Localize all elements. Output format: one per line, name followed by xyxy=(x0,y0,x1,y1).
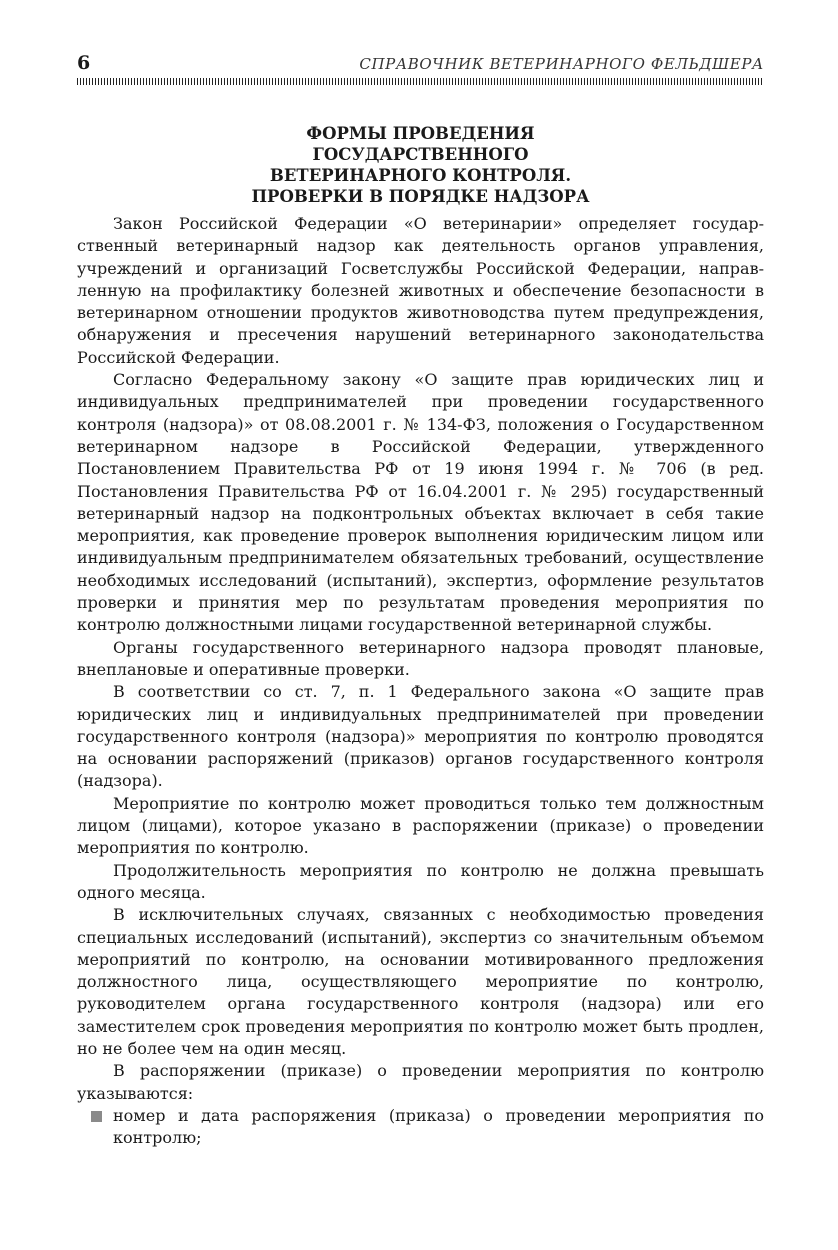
section-title-line: ФОРМЫ ПРОВЕДЕНИЯ xyxy=(306,124,535,143)
paragraph: Согласно Федеральному закону «О защите прав юридических лиц и индивидуальных предпринимателей при проведении государственного контроля (надзора)» от 08.08.2001 г. № 134-ФЗ, положения о Государственном ветеринарном надзоре в Российской Федерации, утвержденного Постановлением Правительства РФ от 19 июня 1994 г. № 706 (в ред. Постановления Правительства РФ от 16.04.2001 г. № 295) государственный ветеринарный надзор на подконтрольных объектах включает в себя такие мероприятия, как проведение проверок выполнения юридическим лицом или индивидуальным предпринимателем обязательных требований, осуществление необходимых исследований (испытаний), экспертиз, оформление результатов проверки и принятия мер по результатам проведения мероприятия по контролю должностными лицами государственной ветеринарной службы. xyxy=(77,370,764,635)
paragraph: В исключительных случаях, связанных с необходимостью проведения специальных исследований (испытаний), экспертиз со значительным объемом мероприятий по контролю, на основании мотивированного предложения должностного лица, осуществляющего мероприятие по контролю, руководителем органа государственного контроля (надзора) или его заместителем срок проведения мероприятия по контролю может быть продлен, но не более чем на один месяц. xyxy=(77,905,764,1058)
body-text xyxy=(77,213,764,1149)
bullet-list xyxy=(77,1105,764,1150)
running-head xyxy=(77,52,764,76)
section-title-line: ГОСУДАРСТВЕННОГО xyxy=(312,145,529,164)
book-title: СПРАВОЧНИК ВЕТЕРИНАРНОГО ФЕЛЬДШЕРА xyxy=(359,55,764,73)
paragraph: В соответствии со ст. 7, п. 1 Федерального закона «О защите прав юридических лиц и индивидуальных предпринимателей при проведении государственного контроля (надзора)» мероприятия по контролю проводятся на основании распоряжений (приказов) органов государственного контроля (надзора). xyxy=(77,682,764,791)
page-number: 6 xyxy=(77,52,91,74)
paragraph: В распоряжении (приказе) о проведении мероприятия по контролю указываются: xyxy=(77,1061,764,1103)
section-title-line: ПРОВЕРКИ В ПОРЯДКЕ НАДЗОРА xyxy=(251,187,590,206)
paragraph: Органы государственного ветеринарного надзора проводят плановые, внеплановые и оперативные проверки. xyxy=(77,637,764,679)
section-title xyxy=(77,123,764,207)
paragraph: Закон Российской Федерации «О ветеринарии» определяет государственный ветеринарный надзор как деятельность органов управления, учреждений и организаций Госветслужбы Российской Федерации, направленную на профилактику болезней животных и обеспечение безопасности в ветеринарном отношении продуктов животноводства путем предупреждения, обнаружения и пресечения нарушений ветеринарного законодательства Российской Федерации. xyxy=(77,214,764,367)
header-rule xyxy=(77,78,764,85)
list-item-text: номер и дата распоряжения (приказа) о проведении мероприятия по контролю; xyxy=(113,1105,764,1148)
book-page xyxy=(77,52,764,1149)
section-title-line: ВЕТЕРИНАРНОГО КОНТРОЛЯ. xyxy=(269,166,572,185)
square-bullet-icon xyxy=(91,1111,102,1122)
paragraph: Продолжительность мероприятия по контролю не должна превышать одного месяца. xyxy=(77,860,764,902)
paragraph: Мероприятие по контролю может проводиться только тем должностным лицом (лицами), которое указано в распоряжении (приказе) о проведении мероприятия по контролю. xyxy=(77,793,764,858)
list-item xyxy=(77,1105,764,1150)
